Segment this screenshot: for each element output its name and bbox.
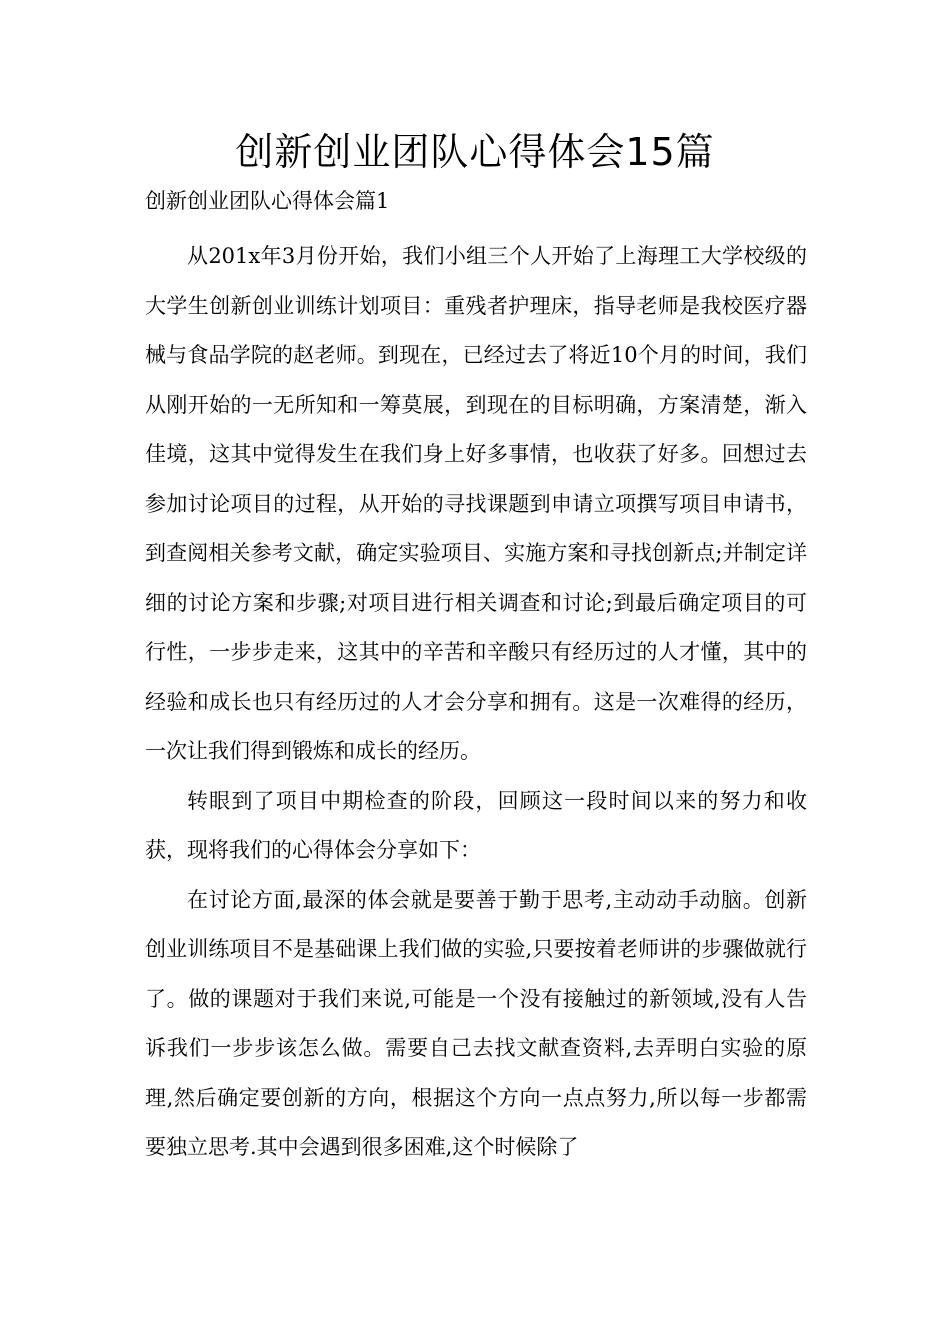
- paragraph-2: 转眼到了项目中期检查的阶段，回顾这一段时间以来的努力和收获，现将我们的心得体会分享如下：: [145, 788, 807, 862]
- section-heading: 创新创业团队心得体会篇1: [145, 189, 390, 213]
- document-body: [145, 232, 807, 1173]
- document-title: 创新创业团队心得体会15篇: [235, 130, 715, 174]
- paragraph-3: 在讨论方面,最深的体会就是要善于勤于思考,主动动手动脑。创新创业训练项目不是基础课上我们做的实验,只要按着老师讲的步骤做就行了。做的课题对于我们来说,可能是一个没有接触过的新领域,没有人告诉我们一步步该怎么做。需要自己去找文献查资料,去弄明白实验的原理,然后确定要创新的方向，根据这个方向一点点努力,所以每一步都需要独立思考.其中会遇到很多困难,这个时候除了: [145, 887, 807, 1159]
- paragraph-1: 从201x年3月份开始，我们小组三个人开始了上海理工大学校级的大学生创新创业训练计划项目：重残者护理床，指导老师是我校医疗器械与食品学院的赵老师。到现在，已经过去了将近10个月的时间，我们从刚开始的一无所知和一筹莫展，到现在的目标明确，方案清楚，渐入佳境，这其中觉得发生在我们身上好多事情，也收获了好多。回想过去参加讨论项目的过程，从开始的寻找课题到申请立项撰写项目申请书，到查阅相关参考文献，确定实验项目、实施方案和寻找创新点;并制定详细的讨论方案和步骤;对项目进行相关调查和讨论;到最后确定项目的可行性，一步步走来，这其中的辛苦和辛酸只有经历过的人才懂，其中的经验和成长也只有经历过的人才会分享和拥有。这是一次难得的经历，一次让我们得到锻炼和成长的经历。: [145, 244, 807, 763]
